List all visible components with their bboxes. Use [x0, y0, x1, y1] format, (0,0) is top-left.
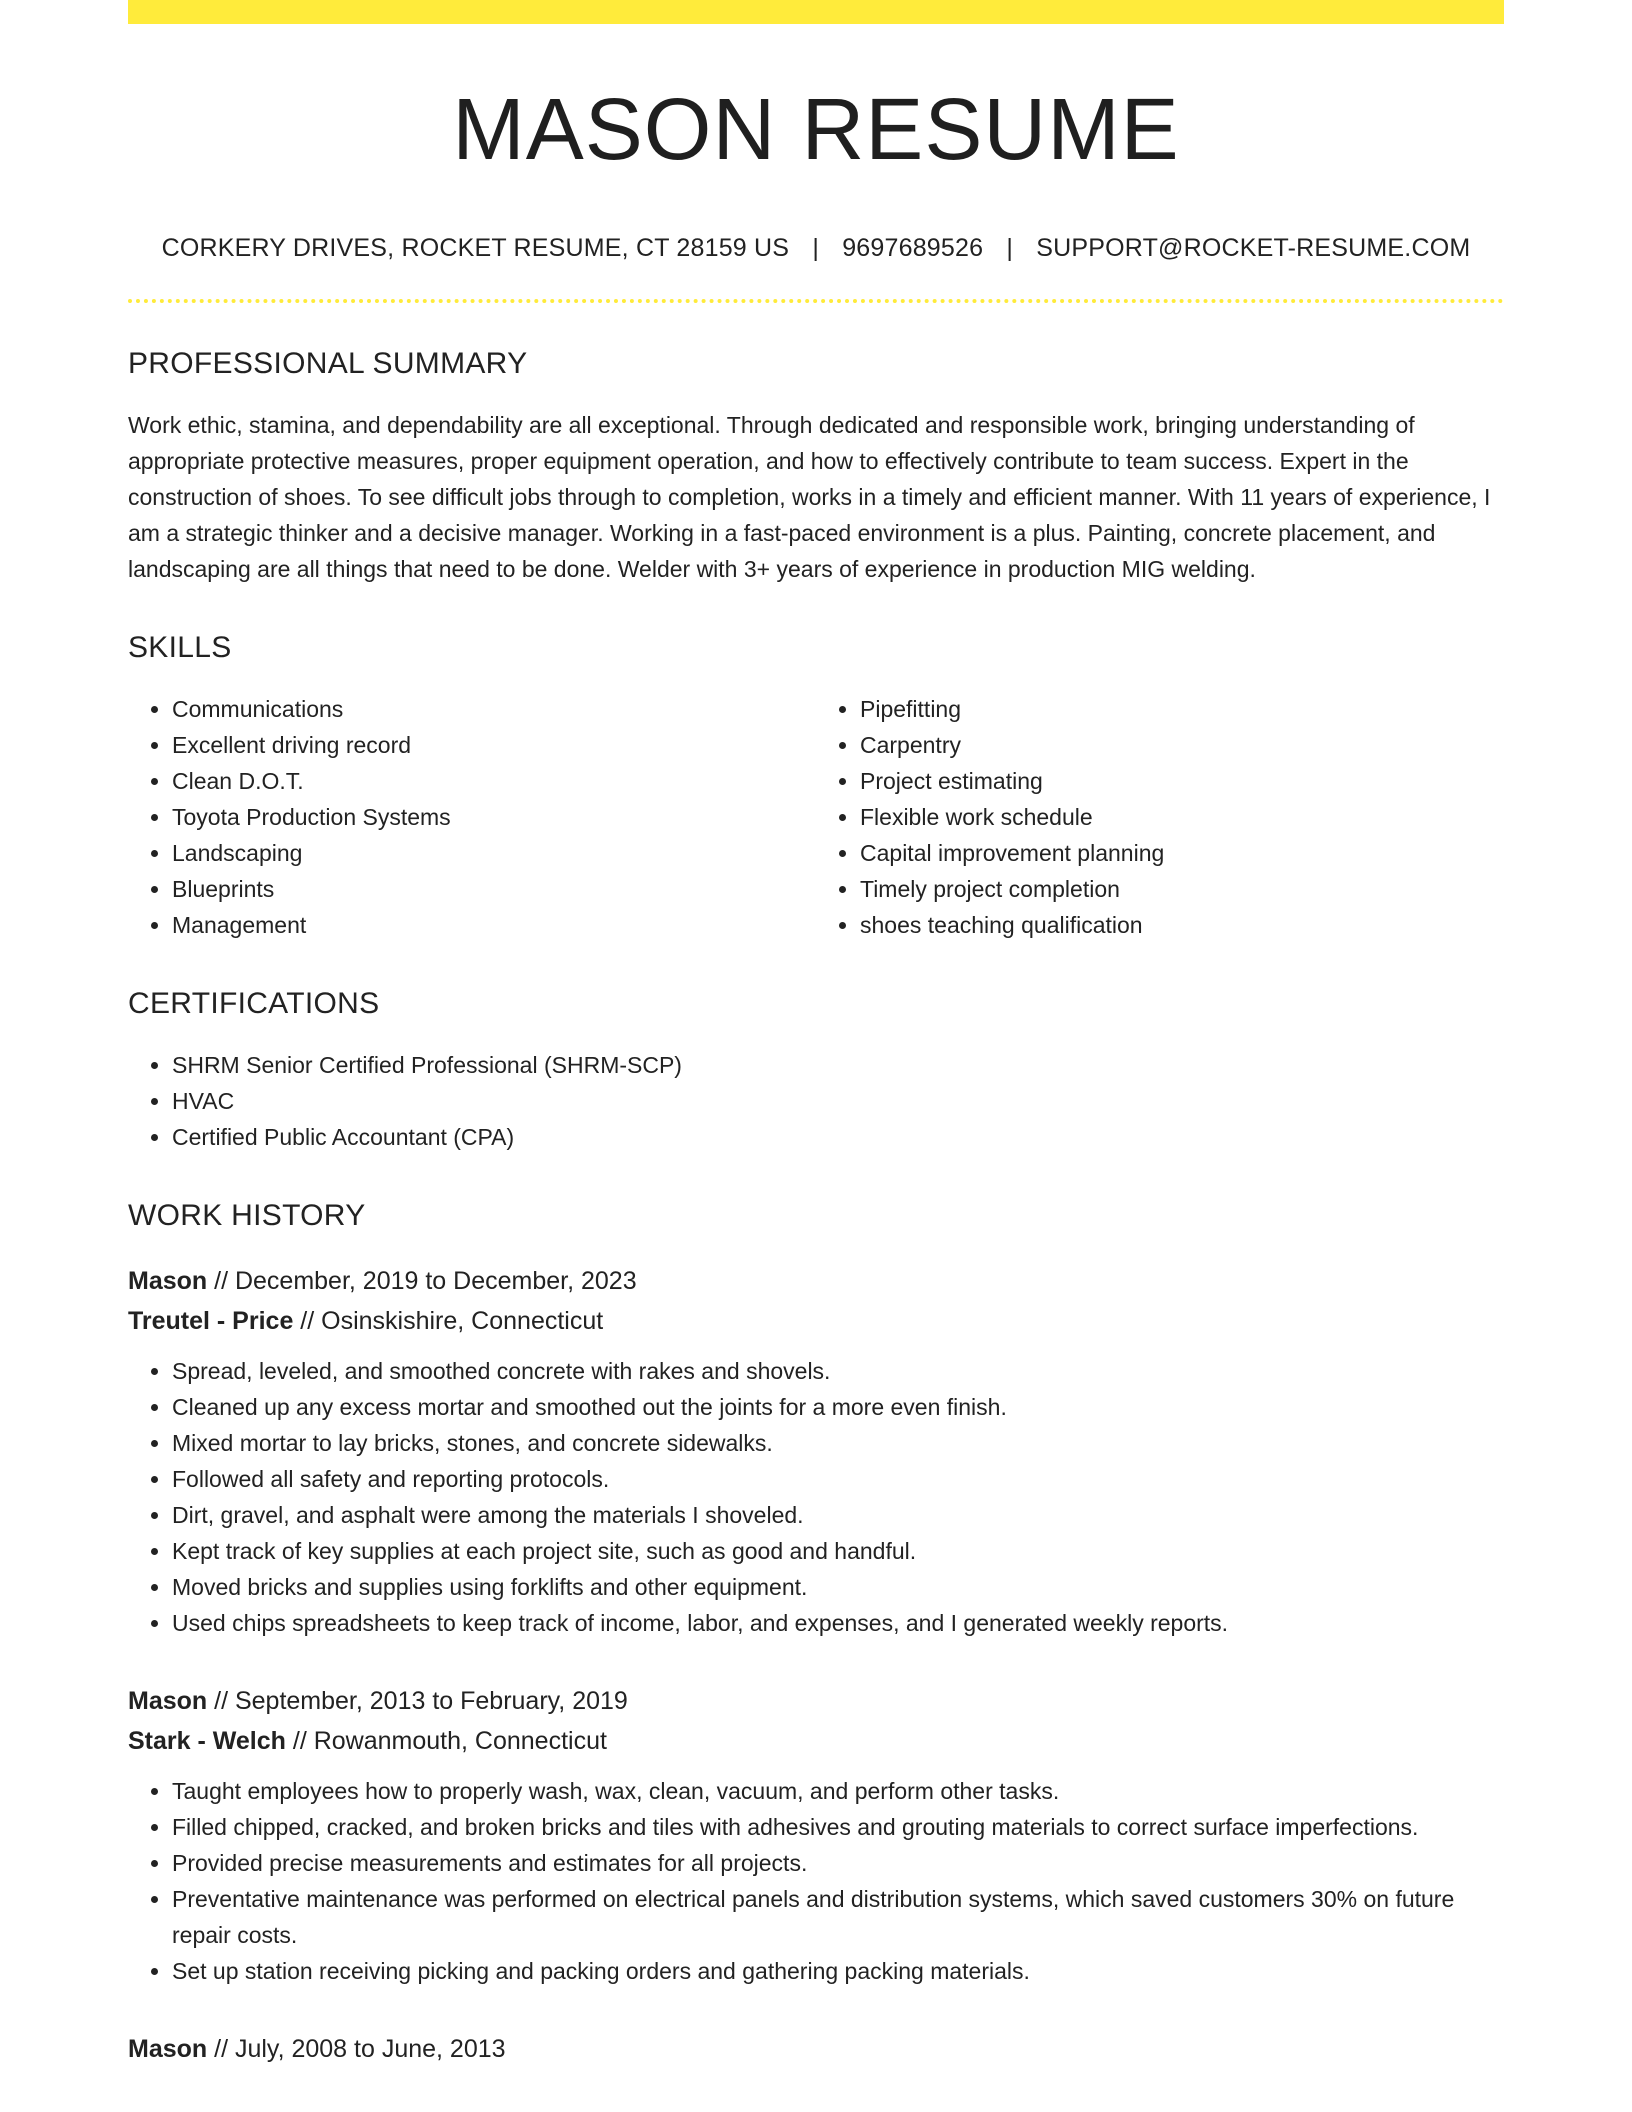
job-bullet: • Dirt, gravel, and asphalt were among the materials I shoveled. [172, 1497, 1504, 1533]
job-dates: // July, 2008 to June, 2013 [207, 2034, 506, 2063]
skill-item: • Clean D.O.T. [172, 763, 816, 799]
skill-item: • Communications [172, 691, 816, 727]
skills-title: SKILLS [128, 630, 232, 664]
job-bullets [128, 1773, 1504, 1989]
certification-item: • Certified Public Accountant (CPA) [172, 1119, 1504, 1155]
job-role: Mason [128, 1266, 208, 1295]
contact-email: SUPPORT@ROCKET-RESUME.COM [1036, 233, 1471, 262]
job-company-line [128, 1721, 1504, 1761]
job-entry [128, 2029, 1504, 2069]
job-bullet: • Followed all safety and reporting protocols. [172, 1461, 1504, 1497]
job-entry [128, 1261, 1504, 1641]
certifications-title: CERTIFICATIONS [128, 986, 380, 1020]
resume-page [128, 0, 1504, 2069]
job-bullet: • Spread, leveled, and smoothed concrete with rakes and shovels. [172, 1353, 1504, 1389]
certifications-list [128, 1047, 1504, 1155]
job-bullets [128, 1353, 1504, 1641]
job-entry [128, 1681, 1504, 1989]
job-company-line [128, 1301, 1504, 1341]
contact-separator: | [812, 233, 820, 262]
skill-item: • Flexible work schedule [860, 799, 1504, 835]
job-role-line [128, 1681, 1504, 1721]
skill-item: • Carpentry [860, 727, 1504, 763]
skill-item: • Landscaping [172, 835, 816, 871]
job-bullet: • Taught employees how to properly wash, wax, clean, vacuum, and perform other tasks. [172, 1773, 1504, 1809]
summary-text: Work ethic, stamina, and dependability are all exceptional. Through dedicated and responsible work, bringing understanding of appropriate protective measures, proper equipment operation, and how to effectively contribute to team success. Expert in the construction of shoes. To see difficult jobs through to completion, works in a timely and efficient manner. With 11 years of experience, I am a strategic thinker and a decisive manager. Working in a fast-paced environment is a plus. Painting, concrete placement, and landscaping are all things that need to be done. Welder with 3+ years of experience in production MIG welding. [128, 411, 1491, 582]
certification-item: • SHRM Senior Certified Professional (SHRM-SCP) [172, 1047, 1504, 1083]
skill-item: • Excellent driving record [172, 727, 816, 763]
job-bullet: • Moved bricks and supplies using forklifts and other equipment. [172, 1569, 1504, 1605]
job-location: // Osinskishire, Connecticut [293, 1306, 604, 1335]
job-dates: // September, 2013 to February, 2019 [207, 1686, 628, 1715]
job-company: Stark - Welch [128, 1726, 286, 1755]
contact-address: CORKERY DRIVES, ROCKET RESUME, CT 28159 US [161, 233, 790, 262]
resume-name: MASON RESUME [452, 81, 1180, 178]
skill-item: • shoes teaching qualification [860, 907, 1504, 943]
contact-separator: | [1006, 233, 1014, 262]
skills-list-left [128, 691, 816, 943]
job-bullet: • Set up station receiving picking and packing orders and gathering packing materials. [172, 1953, 1504, 1989]
accent-top-bar [128, 0, 1504, 24]
job-role: Mason [128, 2034, 208, 2063]
job-bullet: • Preventative maintenance was performed on electrical panels and distribution systems, which saved customers 30% on future repair costs. [172, 1881, 1504, 1953]
skill-item: • Blueprints [172, 871, 816, 907]
job-bullet: • Provided precise measurements and estimates for all projects. [172, 1845, 1504, 1881]
job-bullet: • Kept track of key supplies at each project site, such as good and handful. [172, 1533, 1504, 1569]
job-role-line [128, 1261, 1504, 1301]
skill-item: • Capital improvement planning [860, 835, 1504, 871]
job-dates: // December, 2019 to December, 2023 [207, 1266, 637, 1295]
job-location: // Rowanmouth, Connecticut [285, 1726, 607, 1755]
work-history-title: WORK HISTORY [128, 1198, 366, 1232]
job-bullet: • Cleaned up any excess mortar and smoothed out the joints for a more even finish. [172, 1389, 1504, 1425]
skill-item: • Pipefitting [860, 691, 1504, 727]
job-role: Mason [128, 1686, 208, 1715]
certification-item: • HVAC [172, 1083, 1504, 1119]
contact-phone: 9697689526 [842, 233, 984, 262]
job-bullet: • Used chips spreadsheets to keep track of income, labor, and expenses, and I generated weekly reports. [172, 1605, 1504, 1641]
skills-list-right [816, 691, 1504, 943]
skill-item: • Timely project completion [860, 871, 1504, 907]
job-company: Treutel - Price [128, 1306, 294, 1335]
job-bullet: • Filled chipped, cracked, and broken bricks and tiles with adhesives and grouting materials to correct surface imperfections. [172, 1809, 1504, 1845]
skill-item: • Toyota Production Systems [172, 799, 816, 835]
header-divider [128, 299, 1504, 303]
summary-title: PROFESSIONAL SUMMARY [128, 346, 528, 380]
skill-item: • Management [172, 907, 816, 943]
skills-grid [128, 691, 1504, 943]
job-role-line [128, 2029, 1504, 2069]
job-bullet: • Mixed mortar to lay bricks, stones, and concrete sidewalks. [172, 1425, 1504, 1461]
skill-item: • Project estimating [860, 763, 1504, 799]
contact-line [128, 234, 1504, 263]
